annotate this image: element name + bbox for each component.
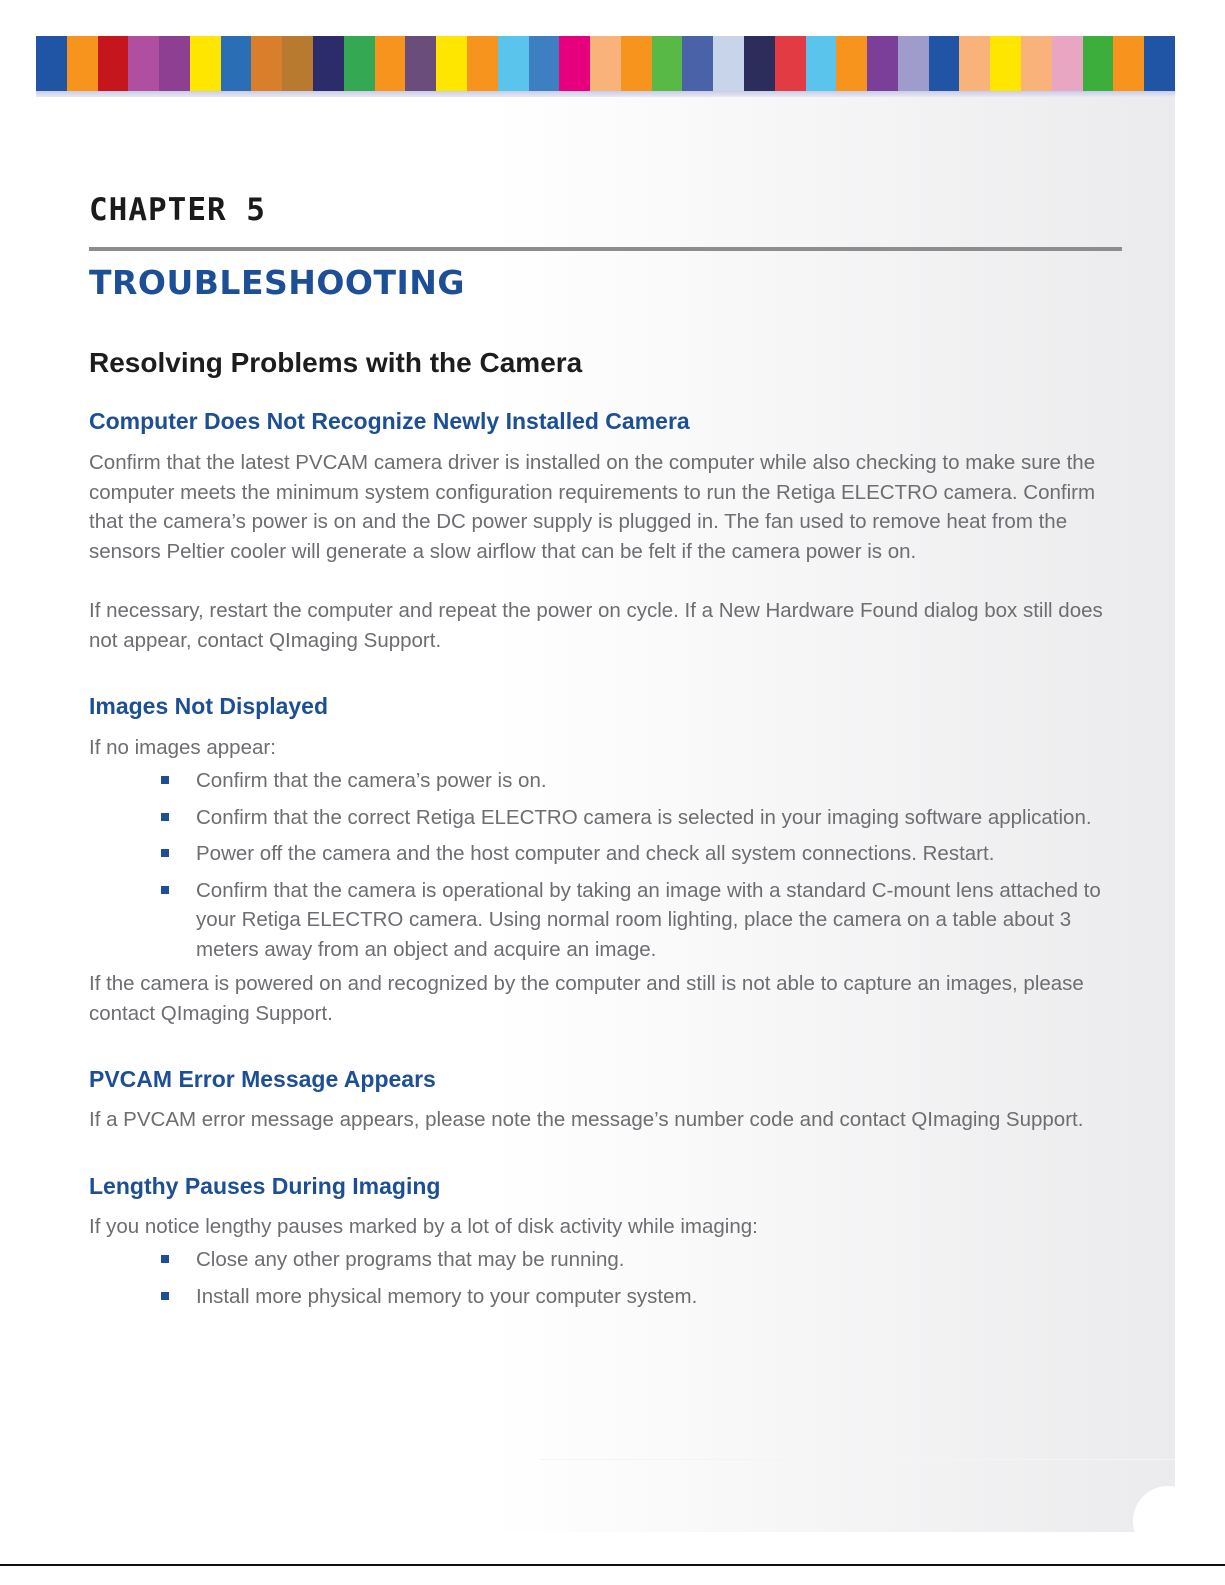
banner-tile	[67, 36, 98, 91]
bullet-square-icon	[161, 813, 169, 821]
bullet-square-icon	[161, 1292, 169, 1300]
banner-tile	[529, 36, 560, 91]
banner-tile	[282, 36, 313, 91]
section-heading: Resolving Problems with the Camera	[89, 347, 583, 378]
banner-tile	[436, 36, 467, 91]
bullet-square-icon	[161, 886, 169, 894]
banner-tile	[898, 36, 929, 91]
page-bottom-border	[0, 1564, 1225, 1566]
banner-tile	[775, 36, 806, 91]
banner-tile	[344, 36, 375, 91]
banner-tile	[251, 36, 282, 91]
list-item: Confirm that the camera is operational by taking an image with a standard C-mount lens attached to your Retiga ELECTRO camera. Using normal room lighting, place the camera on a table about 3 meters away from an object and acquire an image.	[161, 876, 1111, 965]
paragraph-no-images-intro: If no images appear:	[89, 736, 276, 759]
subheading-images-not-displayed: Images Not Displayed	[89, 693, 329, 719]
list-item: Power off the camera and the host computer and check all system connections. Restart.	[161, 839, 1111, 869]
paragraph-pauses-intro: If you notice lengthy pauses marked by a lot of disk activity while imaging:	[89, 1215, 758, 1238]
subheading-pvcam-error: PVCAM Error Message Appears	[89, 1066, 436, 1092]
paragraph-contact-support: If the camera is powered on and recognized by the computer and still is not able to capture an images, please contact QImaging Support.	[89, 972, 1084, 1025]
chapter-title: TROUBLESHOOTING	[89, 263, 465, 302]
list-item: Close any other programs that may be running.	[161, 1245, 1111, 1275]
banner-tile	[1052, 36, 1083, 91]
banner-tile	[98, 36, 129, 91]
list-item: Confirm that the camera’s power is on.	[161, 766, 1111, 796]
banner-tile	[652, 36, 683, 91]
banner-tile	[959, 36, 990, 91]
paragraph-driver-check: Confirm that the latest PVCAM camera driver is installed on the computer while also checking to make sure the computer meets the minimum system configuration requirements to run the Retiga ELECTRO camera. Confirm that the camera’s power is on and the DC power supply is plugged in. The fan used to remove heat from the sensors Peltier cooler will generate a slow airflow that can be felt if the camera power is on.	[89, 451, 1096, 563]
bullet-list-pauses	[161, 1245, 1111, 1318]
banner-tile	[36, 36, 67, 91]
banner-tile	[590, 36, 621, 91]
banner-tile	[159, 36, 190, 91]
chapter-divider	[89, 247, 1122, 251]
banner-underline	[36, 91, 1175, 97]
banner-tile	[806, 36, 837, 91]
bullet-square-icon	[161, 776, 169, 784]
list-item: Confirm that the correct Retiga ELECTRO camera is selected in your imaging software application.	[161, 803, 1111, 833]
footer-divider	[540, 1459, 1175, 1460]
subheading-not-recognized: Computer Does Not Recognize Newly Installed Camera	[89, 408, 690, 434]
banner-tile	[128, 36, 159, 91]
banner-tile	[682, 36, 713, 91]
bullet-square-icon	[161, 849, 169, 857]
banner-tile	[1083, 36, 1114, 91]
banner-tile	[621, 36, 652, 91]
banner-tile	[559, 36, 590, 91]
paragraph-restart: If necessary, restart the computer and repeat the power on cycle. If a New Hardware Found dialog box still does not appear, contact QImaging Support.	[89, 599, 1103, 652]
banner-tile	[498, 36, 529, 91]
paragraph-pvcam-error: If a PVCAM error message appears, please note the message’s number code and contact QImaging Support.	[89, 1108, 1084, 1131]
banner-tile	[1144, 36, 1175, 91]
banner-tile	[929, 36, 960, 91]
banner-tile	[375, 36, 406, 91]
bullet-square-icon	[161, 1255, 169, 1263]
banner-tile	[313, 36, 344, 91]
banner-tile	[467, 36, 498, 91]
banner-tile	[1021, 36, 1052, 91]
banner-tile	[1113, 36, 1144, 91]
banner-tile	[836, 36, 867, 91]
list-item: Install more physical memory to your computer system.	[161, 1282, 1111, 1312]
banner-tile	[867, 36, 898, 91]
subheading-lengthy-pauses: Lengthy Pauses During Imaging	[89, 1173, 441, 1199]
banner-tile	[990, 36, 1021, 91]
banner-tile	[713, 36, 744, 91]
banner-tile	[190, 36, 221, 91]
chapter-label: CHAPTER 5	[89, 192, 266, 228]
page-number-tab	[1133, 1486, 1203, 1556]
banner-tile	[744, 36, 775, 91]
bullet-list-images	[161, 766, 1111, 971]
banner-tile	[221, 36, 252, 91]
header-image-banner	[36, 36, 1175, 91]
banner-tile	[405, 36, 436, 91]
